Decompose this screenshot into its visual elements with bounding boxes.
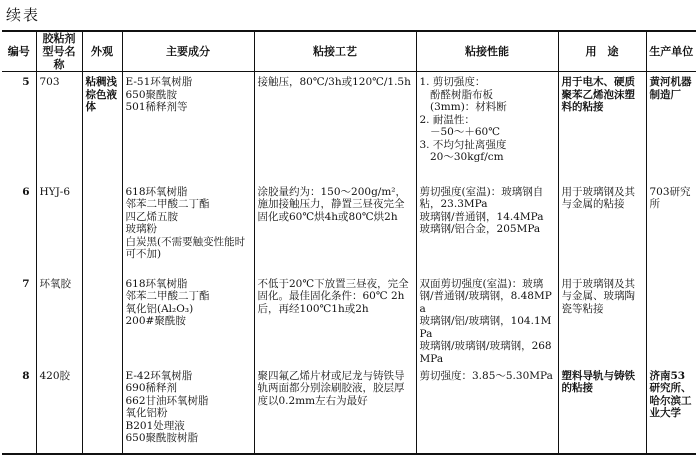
bonding-performance [416, 72, 558, 182]
process-text: 不低于20℃下放置三昼夜，完全固化。最佳固化条件：60℃ 2h后，再经100℃1h或2h [257, 277, 409, 315]
performance-item: 双面剪切强度(室温)：玻璃钢/普通钢/玻璃钢，8.48MPa [419, 277, 552, 315]
producer: 黄河机器制造厂 [646, 72, 696, 182]
process-text: 涂胶量约为：150～200g/m²，施加接触压力，静置三昼夜完全固化或60℃烘4h或80℃烘2h [257, 185, 407, 223]
bonding-performance [416, 366, 558, 454]
component-item: 618环氧树脂 [125, 185, 188, 198]
performance-item: 玻璃钢/普通钢，14.4MPa [419, 210, 544, 223]
performance-item: 酚醛树脂布板 [419, 88, 493, 101]
header-row [2, 31, 696, 72]
appearance [82, 366, 122, 454]
process-text: 接触压，80℃/3h或120℃/1.5h [257, 76, 411, 88]
components [122, 72, 254, 182]
component-item: E-51环氧树脂 [125, 76, 193, 88]
component-item: 618环氧树脂 [125, 277, 188, 290]
performance-item: 剪切强度：3.85～5.30MPa [419, 369, 553, 382]
table-row [2, 274, 696, 366]
adhesive-name: 420胶 [36, 366, 82, 454]
components [122, 366, 254, 454]
performance-item: 剪切强度(室温)：玻璃钢自粘，23.3MPa [419, 185, 544, 210]
usage: 用于玻璃钢及其与金属、玻璃陶瓷等粘接 [558, 274, 646, 366]
col-header-performance: 粘接性能 [416, 31, 558, 72]
usage: 塑料导轨与铸铁的粘接 [558, 366, 646, 454]
process-text: 聚四氟乙烯片材或尼龙与铸铁导轨两面都分别涂刷胶液，胶层厚度以0.2mm左右为最好 [257, 369, 405, 407]
component-item: E-42环氧树脂 [125, 369, 193, 382]
col-header-num: 编号 [2, 31, 36, 72]
component-item: 白炭黑(不需要触变性能时可不加) [125, 235, 246, 260]
performance-item: 20～30kgf/cm [419, 151, 504, 163]
component-item: 690稀释剂 [125, 382, 178, 394]
component-item: 玻璃粉 [125, 223, 157, 235]
performance-item: 玻璃钢/铝/玻璃钢，104.1MPa [419, 315, 552, 340]
bonding-performance [416, 274, 558, 366]
col-header-usage: 用 途 [558, 31, 646, 72]
adhesive-name: 环氧胶 [36, 274, 82, 366]
component-item: 四乙烯五胺 [125, 210, 178, 223]
row-number: 8 [2, 366, 36, 454]
component-item: 邻苯二甲酸二丁酯 [125, 290, 210, 302]
component-item: 氧化铝(Al₂O₃) [125, 302, 194, 315]
component-item: 650聚酰胺树脂 [125, 432, 199, 444]
component-item: 氧化铝粉 [125, 407, 168, 419]
adhesive-table [2, 30, 696, 455]
component-item: B201处理液 [125, 419, 185, 432]
col-header-name: 胶粘剂型号名称 [36, 31, 82, 72]
appearance [82, 182, 122, 274]
table-row [2, 182, 696, 274]
performance-item: 玻璃钢/铝合金，205MPa [419, 223, 541, 235]
col-header-producer: 生产单位 [646, 31, 696, 72]
performance-item: 3. 不均匀扯离强度 [419, 138, 507, 151]
appearance: 粘稠浅棕色液体 [82, 72, 122, 182]
component-item: 662甘油环氧树脂 [125, 394, 209, 407]
col-header-components: 主要成分 [122, 31, 254, 72]
table-row [2, 366, 696, 454]
adhesive-name: 703 [36, 72, 82, 182]
producer: 703研究所 [646, 182, 696, 274]
bonding-process [254, 366, 416, 454]
appearance [82, 274, 122, 366]
row-number: 7 [22, 277, 30, 290]
components [122, 182, 254, 274]
component-item: 邻苯二甲酸二丁酯 [125, 198, 210, 210]
table-row [2, 72, 696, 182]
col-header-process: 粘接工艺 [254, 31, 416, 72]
adhesive-name: HYJ-6 [36, 182, 82, 274]
row-number: 5 [22, 76, 30, 88]
performance-item: 1. 剪切强度： [419, 76, 486, 88]
component-item: 650聚酰胺 [125, 88, 178, 101]
performance-item: (3mm)：材料断 [419, 101, 507, 113]
table-caption: 续表 [6, 6, 41, 24]
producer: 济南53研究所、哈尔滨工业大学 [646, 366, 696, 454]
performance-item: －50～＋60℃ [419, 126, 500, 138]
component-item: 200#聚酰胺 [125, 315, 186, 327]
row-number: 6 [22, 185, 30, 198]
bonding-process [254, 274, 416, 366]
bonding-process [254, 72, 416, 182]
component-item: 501稀释剂等 [125, 101, 188, 113]
usage: 用于电木、硬质聚苯乙烯泡沫塑料的粘接 [558, 72, 646, 182]
bonding-process [254, 182, 416, 274]
performance-item: 玻璃钢/玻璃钢/玻璃钢，268MPa [419, 340, 552, 365]
bonding-performance [416, 182, 558, 274]
producer [646, 274, 696, 366]
usage: 用于玻璃钢及其与金属的粘接 [558, 182, 646, 274]
col-header-appearance: 外观 [82, 31, 122, 72]
performance-item: 2. 耐温性： [419, 113, 475, 126]
components [122, 274, 254, 366]
